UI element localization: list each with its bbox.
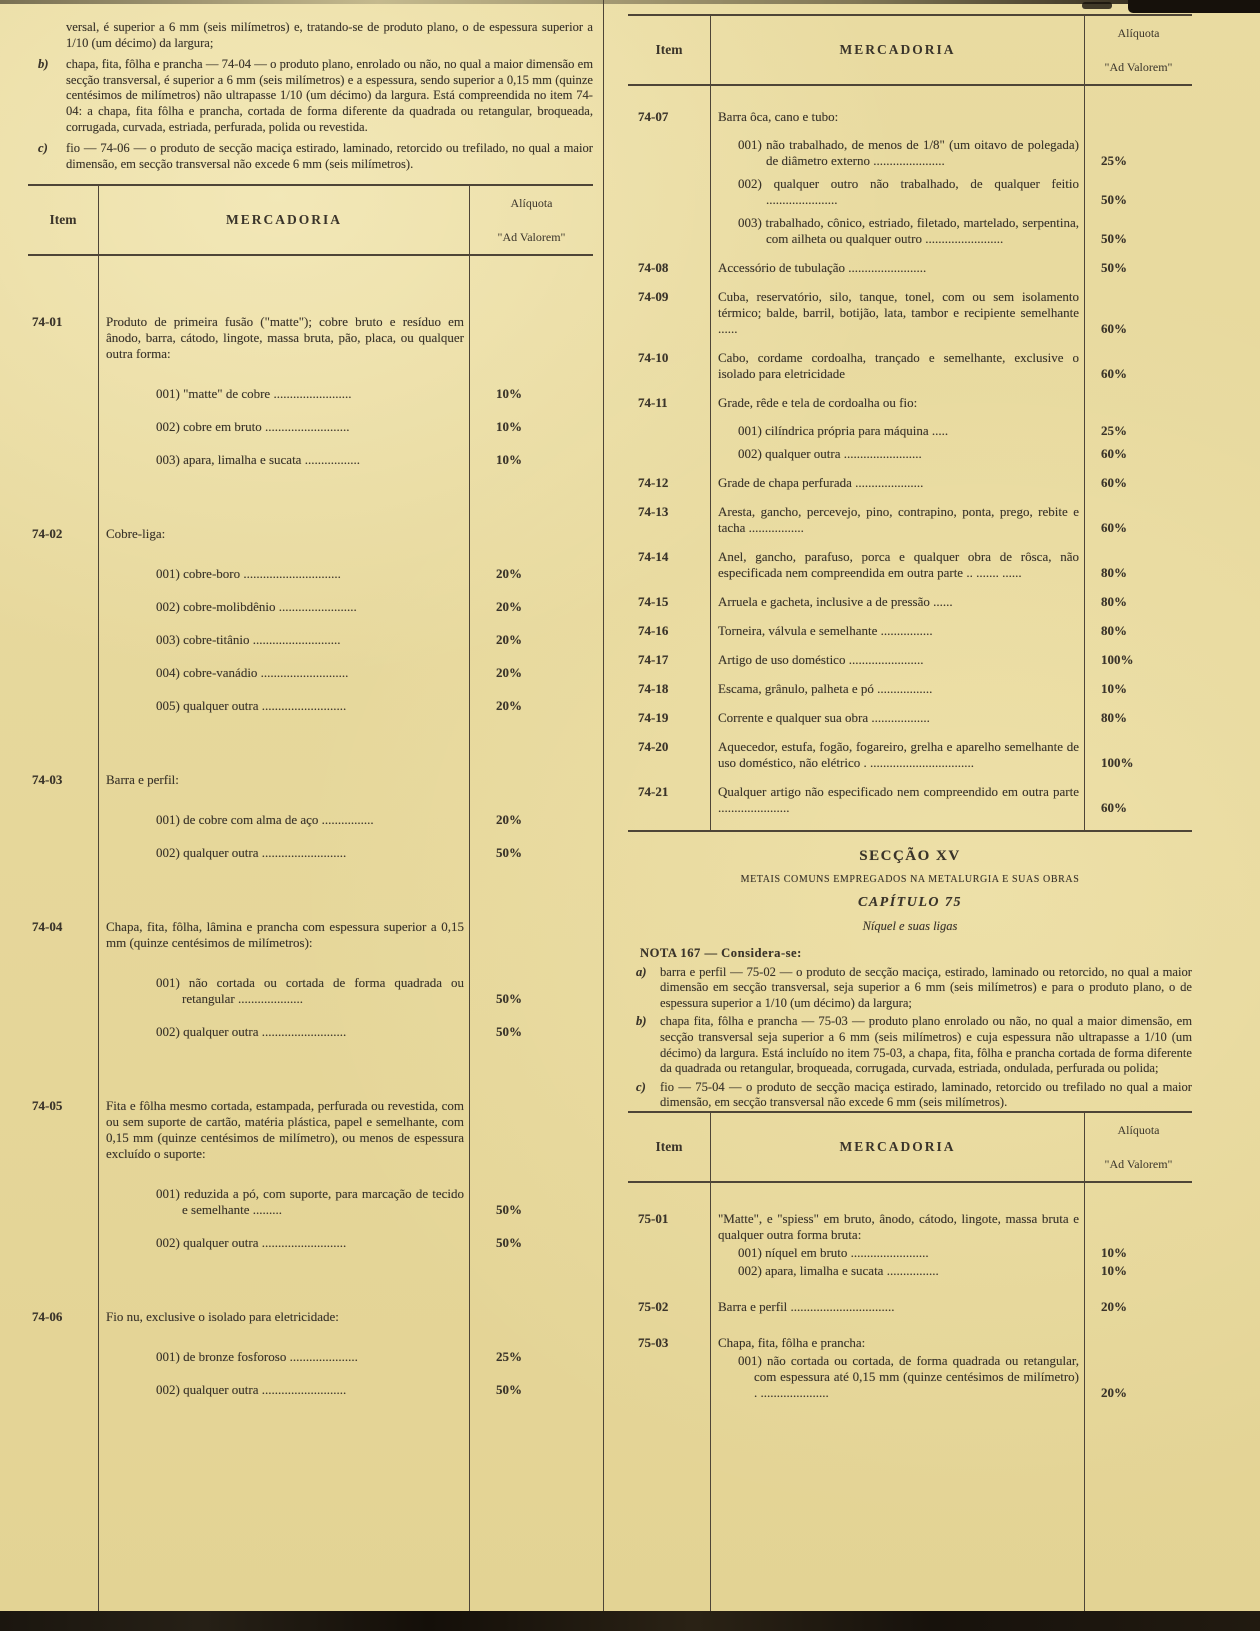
subitem-text: 002) cobre-molibdênio ........................: [156, 599, 357, 615]
table-row: [628, 1211, 1192, 1279]
row-description: Grade de chapa perfurada .....................: [718, 475, 924, 490]
table-subrow: [98, 845, 593, 861]
table-subrow: [98, 1024, 593, 1040]
table-row: [28, 1309, 593, 1398]
item-code: 74-05: [32, 1098, 63, 1114]
table-row: [628, 504, 1192, 536]
row-rate: 60%: [1101, 800, 1127, 815]
subitem-rate: 10%: [1101, 1244, 1127, 1260]
row-content: [710, 549, 1192, 581]
paragraph-label: c): [38, 141, 48, 156]
column-divider-line: [603, 0, 604, 1611]
row-description: Escama, grânulo, palheta e pó .................: [718, 681, 933, 696]
subitem-rate: 50%: [496, 845, 522, 861]
nota-items: [628, 965, 1192, 1111]
table-header: [628, 1111, 1192, 1183]
tariff-table-copper-right: [628, 14, 1192, 832]
table-row: [28, 526, 593, 714]
subitem-text: 004) cobre-vanádio ...........................: [156, 665, 349, 681]
paragraph-text: chapa fita, fôlha e prancha — 75-03 — produto plano enrolado ou não, no qual a maior dimensão, em secção transversal seja superior a 6 mm (seis milímetros) e cuja espessura não ultrapasse a 1/10 (um décimo) da largura. Está incluído no item 75-03, a chapa, fita, fôlha e prancha cortada de forma diferente da quadrada ou retangular, broqueada, corrugada, curvada, estriada, ondulada, perfurada ou polida;: [660, 1014, 1192, 1076]
subitem-text: 002) qualquer outra ..........................: [156, 845, 347, 861]
row-description: Aresta, gancho, percevejo, pino, contrapino, ponta, prego, rebite e tacha .................: [718, 504, 1079, 535]
table-subrow: [98, 632, 593, 648]
row-description: Barra ôca, cano e tubo:: [718, 109, 839, 124]
tariff-table-nickel: [628, 1111, 1192, 1611]
description-row: [710, 739, 1192, 771]
row-description: Fio nu, exclusive o isolado para eletricidade:: [106, 1309, 339, 1325]
subitem-text: 001) reduzida a pó, com suporte, para marcação de tecido e semelhante .........: [156, 1186, 464, 1218]
table-column-rule: [1084, 14, 1085, 830]
table-subrow: [98, 665, 593, 681]
table-row: [28, 314, 593, 468]
header-aliquota-line1: Alíquota: [1117, 1122, 1160, 1137]
subitem-text: 001) não trabalhado, de menos de 1/8" (um oitavo de polegada) de diâmetro externo ......................: [738, 137, 1079, 168]
description-row: [710, 710, 1192, 726]
table-subrow: [710, 423, 1192, 439]
table-subrow: [98, 566, 593, 582]
row-description: Cabo, cordame cordoalha, trançado e semelhante, exclusive o isolado para eletricidade: [718, 350, 1079, 381]
description-row: [98, 1098, 593, 1162]
item-code: 74-04: [32, 919, 63, 935]
row-description: Corrente e qualquer sua obra ..................: [718, 710, 930, 725]
note-paragraph: [628, 965, 1192, 1012]
item-code: 74-08: [638, 260, 669, 275]
row-description: Fita e fôlha mesmo cortada, estampada, perfurada ou revestida, com ou sem suporte de cartão, matéria plástica, papel e semelhante, com 0,15 mm (quinze centésimos de milímetro), ou menos de espessura excluído o suporte:: [106, 1098, 464, 1162]
row-description: Arruela e gacheta, inclusive a de pressão ......: [718, 594, 953, 609]
description-row: [710, 109, 1192, 125]
subitem-rate: 50%: [1101, 192, 1127, 207]
description-row: [98, 314, 593, 362]
item-code: 74-13: [638, 504, 669, 519]
item-code: 75-02: [638, 1298, 669, 1314]
row-description: Artigo de uso doméstico .......................: [718, 652, 924, 667]
chapter-subtitle: Níquel e suas ligas: [862, 919, 958, 933]
item-code: 74-01: [32, 314, 63, 330]
header-mercadoria: MERCADORIA: [839, 42, 956, 57]
table-subrow: [710, 1353, 1192, 1401]
item-code: 74-03: [32, 772, 63, 788]
description-row: [98, 772, 593, 788]
subitem-rate: 25%: [496, 1349, 522, 1365]
subitem-list: [98, 812, 593, 861]
table-row: [628, 260, 1192, 276]
description-row: [710, 289, 1192, 337]
header-aliquota: [1085, 1113, 1192, 1181]
table-subrow: [98, 975, 593, 1007]
paragraph-text: fio — 75-04 — o produto de secção maciça estirado, laminado, retorcido ou trefilado no qual a maior dimensão, em secção transversal não excede 6 mm (seis milímetros).: [660, 1079, 1192, 1110]
description-row: [710, 1211, 1192, 1243]
subitem-list: [710, 1245, 1192, 1279]
row-description: Qualquer artigo não especificado nem compreendido em outra parte ......................: [718, 784, 1079, 815]
item-code: 74-15: [638, 594, 669, 609]
row-rate: 60%: [1101, 475, 1127, 490]
row-content: [98, 314, 593, 468]
nota-title: NOTA 167 — Considera-se:: [640, 946, 802, 960]
subitem-rate: 20%: [496, 566, 522, 582]
subitem-rate: 50%: [496, 1024, 522, 1040]
description-row: [710, 350, 1192, 382]
row-content: [710, 504, 1192, 536]
row-content: [710, 289, 1192, 337]
header-aliquota-line2: "Ad Valorem": [1104, 60, 1173, 74]
right-column: [628, 14, 1192, 1611]
item-code: 74-02: [32, 526, 63, 542]
subitem-text: 002) qualquer outra ..........................: [156, 1024, 347, 1040]
row-description: Anel, gancho, parafuso, porca e qualquer obra de rôsca, não especificada nem compreendida em outra parte .. ....... ......: [718, 549, 1079, 580]
row-rate: 50%: [1101, 260, 1127, 275]
row-content: [98, 772, 593, 861]
header-item: Item: [655, 1138, 683, 1154]
note-paragraph: [28, 20, 593, 51]
subitem-rate: 10%: [496, 386, 522, 402]
header-mercadoria: MERCADORIA: [839, 1138, 956, 1154]
row-content: [710, 681, 1192, 697]
row-content: [710, 1299, 1192, 1315]
item-code: 74-19: [638, 710, 669, 725]
subitem-rate: 20%: [1101, 1384, 1127, 1400]
row-description: Aquecedor, estufa, fogão, fogareiro, grelha e aparelho semelhante de uso doméstico, não elétrico . ................................: [718, 739, 1079, 770]
table-subrow: [710, 1263, 1192, 1279]
scan-edge-top: [0, 0, 1260, 4]
table-row: [628, 350, 1192, 382]
row-description: Barra e perfil:: [106, 772, 179, 788]
row-description: Torneira, válvula e semelhante ................: [718, 623, 933, 638]
row-content: [710, 623, 1192, 639]
description-row: [98, 1309, 593, 1325]
item-code: 74-16: [638, 623, 669, 638]
subitem-list: [98, 1349, 593, 1398]
table-row: [628, 594, 1192, 610]
subitem-text: 002) apara, limalha e sucata ................: [738, 1262, 939, 1278]
row-content: [710, 739, 1192, 771]
table-subrow: [98, 419, 593, 435]
table-row: [28, 772, 593, 861]
subitem-text: 003) trabalhado, cônico, estriado, filetado, martelado, serpentina, com ailheta ou qualquer outro ........................: [738, 215, 1079, 246]
item-code: 74-21: [638, 784, 669, 799]
scan-artifact-bottom: [0, 1611, 1260, 1631]
description-row: [98, 526, 593, 542]
table-column-rule: [469, 184, 470, 1611]
row-rate: 10%: [1101, 681, 1127, 696]
header-mercadoria: MERCADORIA: [226, 212, 342, 228]
header-aliquota-line1: Alíquota: [510, 196, 553, 211]
item-code: 74-18: [638, 681, 669, 696]
table-subrow: [98, 812, 593, 828]
table-subrow: [710, 137, 1192, 169]
table-body: [628, 86, 1192, 816]
subitem-rate: 20%: [496, 665, 522, 681]
section-subtitle: METAIS COMUNS EMPREGADOS NA METALURGIA E SUAS OBRAS: [740, 874, 1080, 885]
header-aliquota-line1: Alíquota: [1117, 26, 1160, 40]
row-content: [710, 652, 1192, 668]
row-content: [710, 1335, 1192, 1401]
table-row: [628, 623, 1192, 639]
table-subrow: [98, 698, 593, 714]
table-row: [628, 710, 1192, 726]
subitem-rate: 50%: [496, 1202, 522, 1218]
table-row: [28, 919, 593, 1040]
subitem-text: 002) cobre em bruto ..........................: [156, 419, 350, 435]
subitem-rate: 25%: [1101, 423, 1127, 438]
description-row: [710, 681, 1192, 697]
left-column: [28, 14, 593, 1611]
subitem-rate: 50%: [496, 991, 522, 1007]
subitem-rate: 10%: [1101, 1262, 1127, 1278]
subitem-rate: 20%: [496, 632, 522, 648]
note-paragraph: [28, 57, 593, 135]
table-row: [628, 739, 1192, 771]
subitem-rate: 25%: [1101, 153, 1127, 168]
tariff-table-copper-left: [28, 184, 593, 1611]
header-aliquota: [1085, 16, 1192, 84]
row-rate: 80%: [1101, 623, 1127, 638]
note-paragraph: [28, 141, 593, 172]
row-rate: 60%: [1101, 321, 1127, 336]
table-subrow: [98, 452, 593, 468]
table-row: [628, 681, 1192, 697]
table-subrow: [98, 599, 593, 615]
subitem-rate: 20%: [496, 599, 522, 615]
row-rate: 60%: [1101, 520, 1127, 535]
table-row: [628, 109, 1192, 247]
subitem-text: 002) qualquer outro não trabalhado, de qualquer feitio ......................: [738, 176, 1079, 207]
subitem-text: 001) "matte" de cobre ........................: [156, 386, 352, 402]
subitem-rate: 50%: [496, 1382, 522, 1398]
row-description: "Matte", e "spiess" em bruto, ânodo, cátodo, lingote, massa bruta e qualquer outra forma bruta:: [718, 1210, 1079, 1242]
description-row: [98, 919, 593, 951]
item-code: 74-09: [638, 289, 669, 304]
item-code: 74-12: [638, 475, 669, 490]
item-code: 74-06: [32, 1309, 63, 1325]
description-row: [710, 784, 1192, 816]
table-body: [28, 314, 593, 1398]
paragraph-label: b): [38, 57, 49, 72]
subitem-text: 001) de cobre com alma de aço ................: [156, 812, 374, 828]
item-code: 74-10: [638, 350, 669, 365]
description-row: [710, 260, 1192, 276]
table-subrow: [98, 1349, 593, 1365]
table-subrow: [98, 1382, 593, 1398]
table-header: [628, 14, 1192, 86]
table-column-rule: [98, 184, 99, 1611]
row-content: [710, 710, 1192, 726]
row-rate: 100%: [1101, 755, 1134, 770]
row-rate: 80%: [1101, 565, 1127, 580]
row-rate: 60%: [1101, 366, 1127, 381]
table-row: [628, 475, 1192, 491]
subitem-rate: 60%: [1101, 446, 1127, 461]
row-rate: 20%: [1101, 1298, 1127, 1314]
table-column-rule: [710, 1111, 711, 1611]
row-content: [98, 1309, 593, 1398]
subitem-rate: 10%: [496, 452, 522, 468]
subitem-text: 005) qualquer outra ..........................: [156, 698, 347, 714]
subitem-text: 001) cilíndrica própria para máquina .....: [738, 423, 949, 438]
description-row: [710, 652, 1192, 668]
table-header: [28, 184, 593, 256]
subitem-list: [98, 386, 593, 468]
row-content: [710, 109, 1192, 247]
chapter-title: CAPÍTULO 75: [858, 895, 962, 910]
paragraph-text: fio — 74-06 — o produto de secção maciça estirado, laminado, retorcido ou trefilado, no qual a maior dimensão, em secção transversal não excede 6 mm (seis milímetros).: [66, 141, 593, 171]
nota-block: [628, 946, 1192, 1111]
item-code: 75-01: [638, 1210, 669, 1226]
subitem-text: 002) qualquer outra ..........................: [156, 1235, 347, 1251]
paragraph-text: barra e perfil — 75-02 — o produto de secção maciça, estirado, laminado ou retorcido, no qual a maior dimensão em secção transversal, seja superior a 6 mm (seis milímetros) e para o produto plano, o de espessura superior a 1/10 (um décimo) da largura;: [660, 964, 1192, 1010]
table-column-rule: [710, 14, 711, 830]
subitem-text: 001) não cortada ou cortada, de forma quadrada ou retangular, com espessura até 0,15 mm (quinze centésimos de milímetro) . .....................: [738, 1352, 1079, 1400]
row-description: Produto de primeira fusão ("matte"); cobre bruto e resíduo em ânodo, barra, cátodo, lingote, massa bruta, pão, placa, ou qualquer outra forma:: [106, 314, 464, 362]
row-content: [98, 919, 593, 1040]
table-body: [628, 1183, 1192, 1401]
row-content: [710, 350, 1192, 382]
intro-notes: [28, 14, 593, 172]
table-row: [628, 784, 1192, 816]
subitem-text: 001) de bronze fosforoso .....................: [156, 1349, 358, 1365]
paragraph-label: b): [636, 1014, 647, 1029]
subitem-list: [710, 137, 1192, 247]
header-aliquota-line2: "Ad Valorem": [1104, 1156, 1173, 1171]
paragraph-label: a): [636, 964, 647, 979]
item-code: 74-17: [638, 652, 669, 667]
row-description: Cobre-liga:: [106, 526, 166, 542]
paragraph-text: versal, é superior a 6 mm (seis milímetros) e, tratando-se de produto plano, o de espessura superior a 1/10 (um décimo) da largura;: [66, 20, 593, 50]
row-rate: 80%: [1101, 710, 1127, 725]
subitem-list: [710, 1353, 1192, 1401]
row-content: [710, 260, 1192, 276]
description-row: [710, 623, 1192, 639]
table-row: [628, 1299, 1192, 1315]
subitem-text: 002) qualquer outra ..........................: [156, 1382, 347, 1398]
table-subrow: [710, 215, 1192, 247]
header-item: Item: [655, 42, 683, 57]
table-subrow: [710, 176, 1192, 208]
subitem-rate: 20%: [496, 698, 522, 714]
subitem-text: 001) níquel em bruto ........................: [738, 1244, 929, 1260]
row-content: [710, 1211, 1192, 1279]
note-paragraph: [628, 1080, 1192, 1111]
subitem-text: 001) cobre-boro ..............................: [156, 566, 341, 582]
subitem-text: 003) apara, limalha e sucata .................: [156, 452, 360, 468]
row-content: [710, 395, 1192, 462]
header-aliquota-line2: "Ad Valorem": [497, 230, 566, 245]
subitem-text: 003) cobre-titânio ...........................: [156, 632, 341, 648]
row-description: Grade, rêde e tela de cordoalha ou fio:: [718, 395, 918, 410]
description-row: [710, 395, 1192, 411]
paragraph-text: chapa, fita, fôlha e prancha — 74-04 — o produto plano, enrolado ou não, no qual a maior dimensão em secção transversal, é superior a 6 mm (seis milímetros) e a espessura, sendo superior a 0,15 mm (quinze centésimos de milímetros) não ultrapasse 1/10 (um décimo) da largura. Está compreendida no item 74-04: a chapa, fita fôlha e prancha, cortada de forma diferente da quadrada ou retangular, broqueada, corrugada, curvada, estriada, perfurada, polida ou revestida.: [66, 57, 593, 134]
table-row: [28, 1098, 593, 1251]
subitem-list: [98, 1186, 593, 1251]
subitem-text: 001) não cortada ou cortada de forma quadrada ou retangular ....................: [156, 975, 464, 1007]
row-description: Chapa, fita, fôlha e prancha:: [718, 1334, 866, 1350]
table-subrow: [98, 386, 593, 402]
table-row: [628, 549, 1192, 581]
subitem-rate: 50%: [1101, 231, 1127, 246]
section-heading: [628, 848, 1192, 934]
table-subrow: [98, 1235, 593, 1251]
row-rate: 100%: [1101, 652, 1134, 667]
subitem-rate: 20%: [496, 812, 522, 828]
scan-artifact-top-right: [1128, 0, 1260, 13]
subitem-list: [710, 423, 1192, 462]
description-row: [710, 549, 1192, 581]
scan-artifact-top-right-small: [1082, 2, 1112, 9]
description-row: [710, 475, 1192, 491]
table-row: [628, 395, 1192, 462]
header-aliquota: [470, 186, 593, 254]
item-code: 74-11: [638, 395, 668, 410]
item-code: 75-03: [638, 1334, 669, 1350]
item-code: 74-20: [638, 739, 669, 754]
subitem-list: [98, 566, 593, 714]
section-title: SECÇÃO XV: [859, 848, 961, 864]
table-row: [628, 1335, 1192, 1401]
paragraph-label: c): [636, 1079, 646, 1094]
description-row: [710, 1299, 1192, 1315]
row-description: Chapa, fita, fôlha, lâmina e prancha com espessura superior a 0,15 mm (quinze centésimos de milímetros):: [106, 919, 464, 951]
description-row: [710, 594, 1192, 610]
row-content: [98, 526, 593, 714]
subitem-rate: 50%: [496, 1235, 522, 1251]
row-description: Barra e perfil ................................: [718, 1298, 895, 1314]
row-description: Accessório de tubulação ........................: [718, 260, 927, 275]
item-code: 74-14: [638, 549, 669, 564]
table-row: [628, 289, 1192, 337]
row-content: [710, 784, 1192, 816]
description-row: [710, 504, 1192, 536]
table-subrow: [710, 1245, 1192, 1261]
subitem-rate: 10%: [496, 419, 522, 435]
note-paragraph: [628, 1014, 1192, 1076]
description-row: [710, 1335, 1192, 1351]
table-column-rule: [1084, 1111, 1085, 1611]
row-content: [710, 594, 1192, 610]
header-item: Item: [49, 212, 77, 228]
subitem-text: 002) qualquer outra ........................: [738, 446, 922, 461]
row-rate: 80%: [1101, 594, 1127, 609]
table-subrow: [98, 1186, 593, 1218]
table-subrow: [710, 446, 1192, 462]
subitem-list: [98, 975, 593, 1040]
item-code: 74-07: [638, 109, 669, 124]
row-description: Cuba, reservatório, silo, tanque, tonel, com ou sem isolamento térmico; balde, barril, botijão, lata, tambor e recipiente semelhante ......: [718, 289, 1079, 336]
row-content: [98, 1098, 593, 1251]
row-content: [710, 475, 1192, 491]
table-row: [628, 652, 1192, 668]
